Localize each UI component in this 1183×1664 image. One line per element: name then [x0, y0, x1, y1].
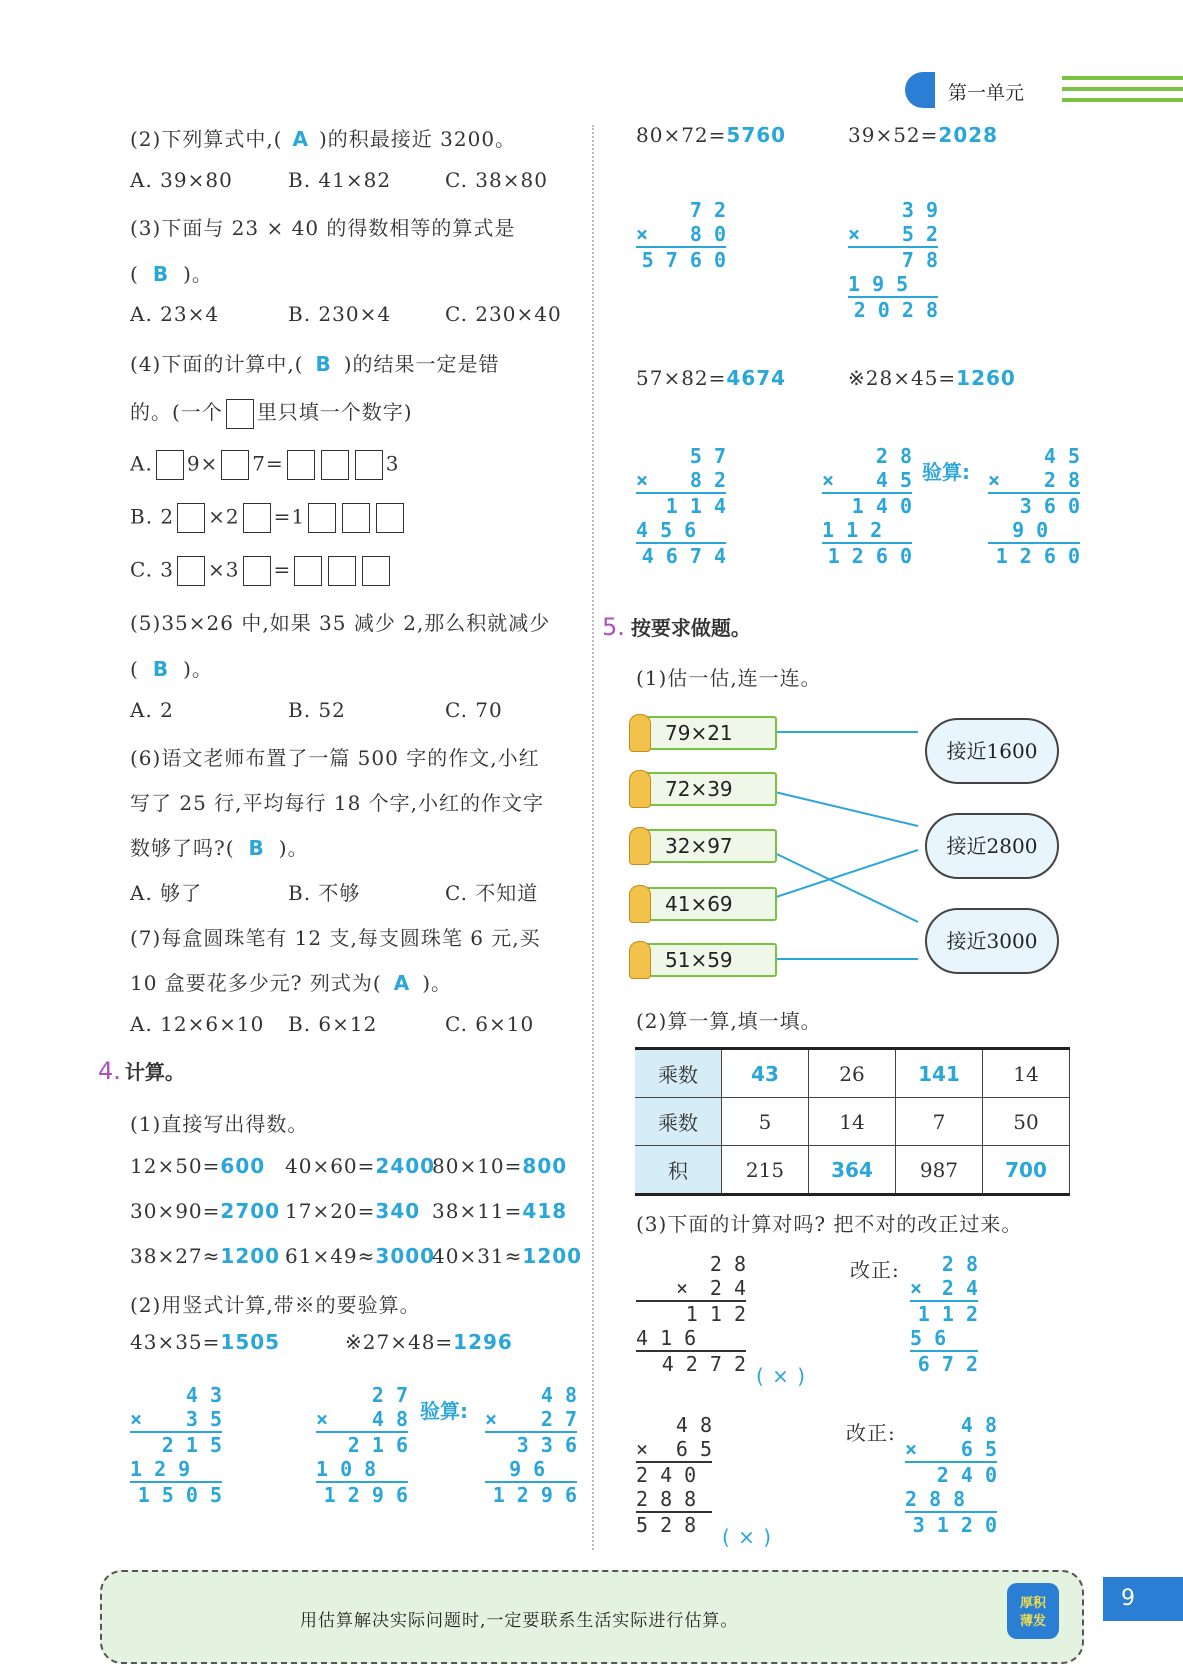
estimate-item: 32×97 [635, 829, 777, 863]
cloud-target: 接近2800 [925, 813, 1059, 879]
estimate-item: 79×21 [635, 716, 777, 750]
sec4-sub2: (2)用竖式计算,带※的要验算。 [130, 1293, 421, 1317]
estimate-item: 51×59 [635, 943, 777, 977]
sec5-sub3: (3)下面的计算对吗? 把不对的改正过来。 [636, 1212, 1023, 1236]
unit-tab-marker [905, 72, 935, 108]
header-stripe [1062, 76, 1183, 80]
q2-opt-a: A. 39×80 [130, 168, 233, 192]
vertical-calc: 2 8 × 4 5 1 4 0 1 1 2 1 2 6 0 [822, 444, 912, 568]
q3-opt-a: A. 23×4 [130, 302, 220, 326]
logo-badge: 厚积 薄发 [1007, 1583, 1059, 1639]
match-line [758, 850, 918, 903]
q6-line1: (6)语文老师布置了一篇 500 字的作文,小红 [130, 746, 540, 770]
wrong-mark: ( × ) [722, 1525, 773, 1549]
sec5-sub2: (2)算一算,填一填。 [636, 1009, 822, 1033]
q2-stem: (2)下列算式中,( A )的积最接近 3200。 [130, 127, 517, 151]
q6-opt-b: B. 不够 [288, 881, 361, 905]
popsicle-icon [629, 714, 651, 752]
q5-stem: (5)35×26 中,如果 35 减少 2,那么积就减少 [130, 611, 551, 635]
popsicle-icon [629, 941, 651, 979]
sec4-sub1: (1)直接写出得数。 [130, 1112, 309, 1136]
vertical-calc: 3 9 × 5 2 7 8 1 9 5 2 0 2 8 [848, 198, 938, 322]
q3-opt-b: B. 230×4 [288, 302, 392, 326]
q6-opt-a: A. 够了 [130, 881, 203, 905]
q7-line1: (7)每盒圆珠笔有 12 支,每支圆珠笔 6 元,买 [130, 926, 541, 950]
vertical-calc: 2 7 × 4 8 2 1 6 1 0 8 1 2 9 6 [316, 1383, 408, 1507]
match-line [758, 845, 918, 922]
calc-item: 40×31≈1200 [432, 1244, 583, 1268]
popsicle-icon [629, 827, 651, 865]
sec5-sub1: (1)估一估,连一连。 [636, 666, 822, 690]
vertical-calc-wrong: 2 8 × 2 4 1 1 2 4 1 6 4 2 7 2 [636, 1252, 746, 1376]
estimate-item: 72×39 [635, 772, 777, 806]
vertical-calc: 5 7 × 8 2 1 1 4 4 5 6 4 6 7 4 [636, 444, 726, 568]
multiply-table [635, 1047, 1070, 1196]
cloud-target: 接近3000 [925, 908, 1059, 974]
verify-label: 验算: [420, 1399, 468, 1423]
header-stripe [1062, 87, 1183, 91]
vertical-eq-label: 43×35=1505 [130, 1330, 281, 1354]
vertical-eq-label: 57×82=4674 [636, 366, 787, 390]
vertical-eq-label: 80×72=5760 [636, 123, 787, 147]
q3-answer-line: ( B )。 [130, 262, 213, 286]
page-number: 9 [1103, 1577, 1183, 1621]
q4-stem: (4)下面的计算中,( B )的结果一定是错 [130, 352, 500, 376]
q2-opt-c: C. 38×80 [445, 168, 548, 192]
verify-label: 验算: [922, 460, 970, 484]
q4-opt-a: A. 9× 7= 3 [130, 450, 400, 480]
column-divider [592, 125, 594, 1550]
vertical-calc-fixed: 2 8 × 2 4 1 1 2 5 6 6 7 2 [910, 1252, 978, 1376]
calc-item: 17×20=340 [285, 1199, 421, 1223]
table-row: 乘数 43 26 141 14 [635, 1049, 1070, 1098]
vertical-eq-label: 39×52=2028 [848, 123, 999, 147]
section-4-heading: 4. 计算。 [98, 1057, 185, 1085]
q5-answer-line: ( B )。 [130, 657, 213, 681]
tip-text: 用估算解决实际问题时,一定要联系生活实际进行估算。 [300, 1611, 739, 1631]
q4-opt-b: B. 2 ×2 =1 [130, 503, 407, 533]
q6-line2: 写了 25 行,平均每行 18 个字,小红的作文字 [130, 791, 545, 815]
q3-opt-c: C. 230×40 [445, 302, 562, 326]
calc-item: 38×11=418 [432, 1199, 568, 1223]
q4-note: 的。(一个 里只填一个数字) [130, 396, 413, 429]
popsicle-icon [629, 770, 651, 808]
wrong-mark: ( × ) [756, 1364, 807, 1388]
vertical-calc-fixed: 4 8 × 6 5 2 4 0 2 8 8 3 1 2 0 [905, 1413, 997, 1537]
q7-opt-c: C. 6×10 [445, 1012, 535, 1036]
q6-opt-c: C. 不知道 [445, 881, 539, 905]
section-5-heading: 5. 按要求做题。 [602, 613, 751, 641]
calc-item: 80×10=800 [432, 1154, 568, 1178]
fix-label: 改正: [846, 1421, 896, 1445]
calc-item: 40×60=2400 [285, 1154, 436, 1178]
calc-item: 30×90=2700 [130, 1199, 281, 1223]
q5-opt-a: A. 2 [130, 698, 174, 722]
q2-opt-b: B. 41×82 [288, 168, 392, 192]
calc-item: 12×50=600 [130, 1154, 266, 1178]
popsicle-icon [629, 885, 651, 923]
header-stripe [1062, 98, 1183, 102]
vertical-calc: 4 5 × 2 8 3 6 0 9 0 1 2 6 0 [988, 444, 1080, 568]
vertical-eq-label: ※27×48=1296 [345, 1330, 513, 1354]
q6-answer-line: 数够了吗?( B )。 [130, 836, 309, 860]
q7-answer-line: 10 盒要花多少元? 列式为( A )。 [130, 971, 452, 995]
vertical-calc: 4 3 × 3 5 2 1 5 1 2 9 1 5 0 5 [130, 1383, 222, 1507]
unit-label: 第一单元 [948, 82, 1025, 104]
q5-opt-c: C. 70 [445, 698, 503, 722]
vertical-calc-wrong: 4 8 × 6 5 2 4 0 2 8 8 5 2 8 [636, 1413, 712, 1537]
q4-opt-c: C. 3 ×3 = [130, 556, 393, 586]
match-line [758, 788, 918, 826]
q5-opt-b: B. 52 [288, 698, 346, 722]
q7-opt-b: B. 6×12 [288, 1012, 378, 1036]
calc-item: 38×27≈1200 [130, 1244, 281, 1268]
table-row: 乘数 5 14 7 50 [635, 1098, 1070, 1146]
fix-label: 改正: [850, 1258, 900, 1282]
table-row: 积 215 364 987 700 [635, 1146, 1070, 1195]
estimate-item: 41×69 [635, 887, 777, 921]
vertical-eq-label: ※28×45=1260 [848, 366, 1016, 390]
vertical-calc: 4 8 × 2 7 3 3 6 9 6 1 2 9 6 [485, 1383, 577, 1507]
cloud-target: 接近1600 [925, 718, 1059, 784]
vertical-calc: 7 2 × 8 0 5 7 6 0 [636, 198, 726, 272]
q7-opt-a: A. 12×6×10 [130, 1012, 265, 1036]
q3-stem: (3)下面与 23 × 40 的得数相等的算式是 [130, 216, 516, 240]
calc-item: 61×49≈3000 [285, 1244, 436, 1268]
